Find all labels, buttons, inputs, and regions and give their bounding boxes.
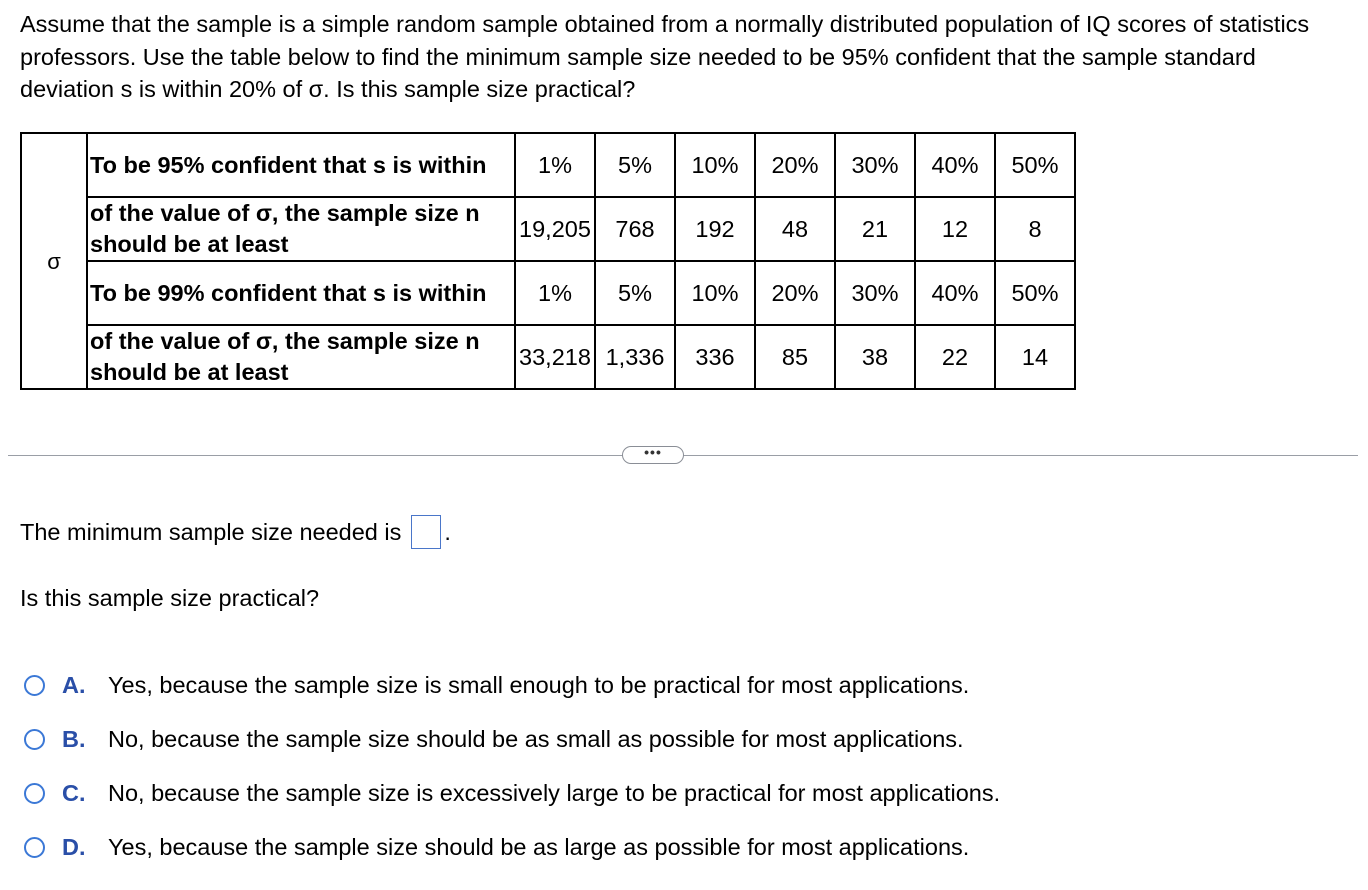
row-label: of the value of σ, the sample size n should be at least: [87, 325, 515, 389]
table-row: [21, 261, 1075, 325]
option-a[interactable]: [24, 658, 1000, 712]
option-letter: A.: [62, 671, 86, 698]
option-c[interactable]: [24, 766, 1000, 820]
table-cell: 21: [835, 197, 915, 261]
table-row: [21, 133, 1075, 197]
table-cell: 5%: [595, 133, 675, 197]
option-letter: B.: [62, 725, 86, 752]
question-text: Assume that the sample is a simple random sample obtained from a normally distributed population of IQ scores of statistics professors. Use the table below to find the minimum sample size needed to be 95% confident that the sample standard deviation s is within 20% of σ. Is this sample size practical?: [20, 11, 1310, 102]
option-text: No, because the sample size should be as small as possible for most applications.: [108, 725, 964, 752]
option-text: Yes, because the sample size is small enough to be practical for most applications.: [108, 671, 970, 698]
table-row: [21, 325, 1075, 389]
radio-icon[interactable]: [24, 729, 45, 750]
table-cell: 30%: [835, 133, 915, 197]
row-label: of the value of σ, the sample size n should be at least: [87, 197, 515, 261]
answer-suffix: .: [444, 519, 451, 545]
option-text: No, because the sample size is excessively large to be practical for most applications.: [108, 779, 1001, 806]
table-cell: 8: [995, 197, 1075, 261]
option-text: Yes, because the sample size should be as large as possible for most applications.: [108, 833, 970, 860]
table-cell: 20%: [755, 133, 835, 197]
table-cell: 33,218: [515, 325, 595, 389]
table-cell: 30%: [835, 261, 915, 325]
radio-icon[interactable]: [24, 675, 45, 696]
answer-line: [20, 514, 451, 550]
table-cell: 38: [835, 325, 915, 389]
option-b[interactable]: [24, 712, 1000, 766]
table-row: [21, 197, 1075, 261]
table-cell: 22: [915, 325, 995, 389]
table-cell: 5%: [595, 261, 675, 325]
table-cell: 12: [915, 197, 995, 261]
table-cell: 1%: [515, 261, 595, 325]
table-cell: 768: [595, 197, 675, 261]
table-cell: 40%: [915, 261, 995, 325]
sample-size-table: [20, 132, 1076, 390]
table-cell: 1%: [515, 133, 595, 197]
sigma-symbol: σ: [21, 133, 87, 389]
table-cell: 192: [675, 197, 755, 261]
table-cell: 19,205: [515, 197, 595, 261]
practical-question: Is this sample size practical?: [20, 585, 320, 611]
radio-icon[interactable]: [24, 783, 45, 804]
sample-size-input[interactable]: [411, 515, 441, 549]
answer-options: [24, 658, 1000, 874]
table-cell: 20%: [755, 261, 835, 325]
more-button[interactable]: •••: [622, 446, 684, 464]
radio-icon[interactable]: [24, 837, 45, 858]
table-cell: 1,336: [595, 325, 675, 389]
table-cell: 50%: [995, 261, 1075, 325]
option-letter: C.: [62, 779, 86, 806]
table-cell: 85: [755, 325, 835, 389]
table-cell: 336: [675, 325, 755, 389]
option-d[interactable]: [24, 820, 1000, 874]
table-cell: 10%: [675, 261, 755, 325]
table-cell: 48: [755, 197, 835, 261]
row-label: To be 95% confident that s is within: [87, 133, 515, 197]
table-cell: 50%: [995, 133, 1075, 197]
table-cell: 14: [995, 325, 1075, 389]
table-cell: 10%: [675, 133, 755, 197]
option-letter: D.: [62, 833, 86, 860]
table-cell: 40%: [915, 133, 995, 197]
row-label: To be 99% confident that s is within: [87, 261, 515, 325]
answer-prompt: The minimum sample size needed is: [20, 519, 402, 545]
